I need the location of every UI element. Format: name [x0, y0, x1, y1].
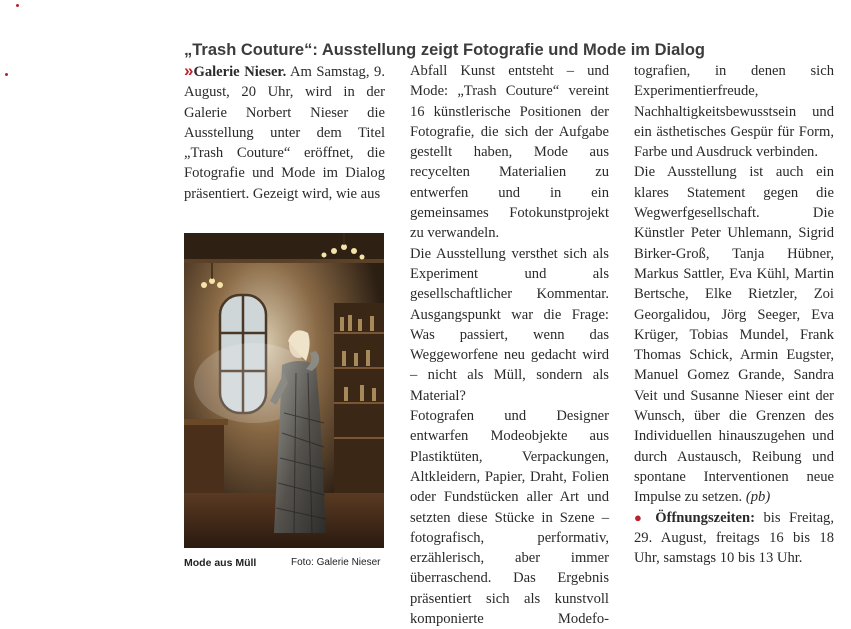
column-3 — [634, 61, 834, 568]
venue-name: Galerie Nieser. — [193, 64, 287, 80]
photo-caption — [184, 557, 385, 569]
bullet-icon: ● — [634, 509, 647, 525]
article-headline: „Trash Couture“: Ausstellung zeigt Fotografie und Mode im Dialog — [184, 41, 705, 59]
photo-credit: Foto: Galerie Nieser — [291, 557, 381, 568]
paragraph: Die Ausstellung versthet sich als Experiment und als gesellschaftlicher Kommentar. Ausgangspunkt war die Frage: Was passiert, wenn das Weggeworfene neu gedacht wird – nicht als Müll, sondern als Material? — [410, 245, 609, 404]
opening-hours-label: Öffnungszeiten: — [655, 509, 755, 526]
column-1 — [184, 61, 385, 204]
article-photo — [184, 233, 384, 548]
margin-dot — [5, 73, 8, 76]
paragraph: Abfall Kunst entsteht – und Mode: „Trash Couture“ vereint 16 künstlerische Positionen der Fotografie, die sich der Aufgabe gestellt haben, Mode aus recycelten Materialien zu entwerfen und in ein gemeinsames Fotokunstprojekt zu verwandeln. — [410, 63, 609, 242]
margin-dot — [16, 4, 19, 7]
paragraph-text: Die Ausstellung ist auch ein klares Statement gegen die Wegwerfgesellschaft. Die Künstler Peter Uhlemann, Sigrid Birker-Groß, Tanja Hübner, Markus Sattler, Eva Kühl, Martin Bertsche, Elke Rietzler, Zoi Georgalidou, Jörg Seeger, Eva Krüger, Tobias Mundel, Frank Thomas Schick, Armin Eugster, Manuel Gomez Grande, Sandra Veit und Susanne Nieser eint der Wunsch, über die Grenzen des Individuellen hinauszugehen und durch Austausch, Reibung und spontane Interventionen neue Impulse zu setzen. — [634, 164, 834, 506]
paragraph: tografien, in denen sich Experimentierfreude, Nachhaltigkeitsbewusstsein und ein ästhetisches Gespür für Form, Farbe und Ausdruck verbinden. — [634, 63, 834, 161]
intro-text: Am Samstag, 9. August, 20 Uhr, wird in der Galerie Norbert Nieser die Ausstellung unter dem Titel „Trash Couture“ eröffnet, die Fotografie und Mode im Dialog präsentiert. Gezeigt wird, wie aus — [184, 64, 385, 202]
opening-hours-text: bis Freitag, 29. August, freitags 16 bis 18 Uhr, samstags 10 bis 13 Uhr. — [634, 509, 835, 567]
paragraph: Fotografen und Designer entwarfen Modeobjekte aus Plastiktüten, Verpackungen, Altkleidern, Papier, Draht, Folien oder Fundstücken aller Art und setzten diese Stücke in Szene – fotografisch, performativ, erzählerisch, aber immer überraschend. Das Ergebnis präsentiert sich als kunstvoll komponierte Modefo- — [410, 408, 609, 628]
chevron-marker-icon: » — [184, 61, 194, 80]
intro-paragraph — [184, 61, 385, 204]
opening-hours — [634, 508, 834, 569]
caption-title: Mode aus Müll — [184, 557, 257, 569]
paragraph — [634, 162, 834, 507]
author-signature: (pb) — [745, 489, 771, 506]
column-2 — [410, 61, 609, 629]
